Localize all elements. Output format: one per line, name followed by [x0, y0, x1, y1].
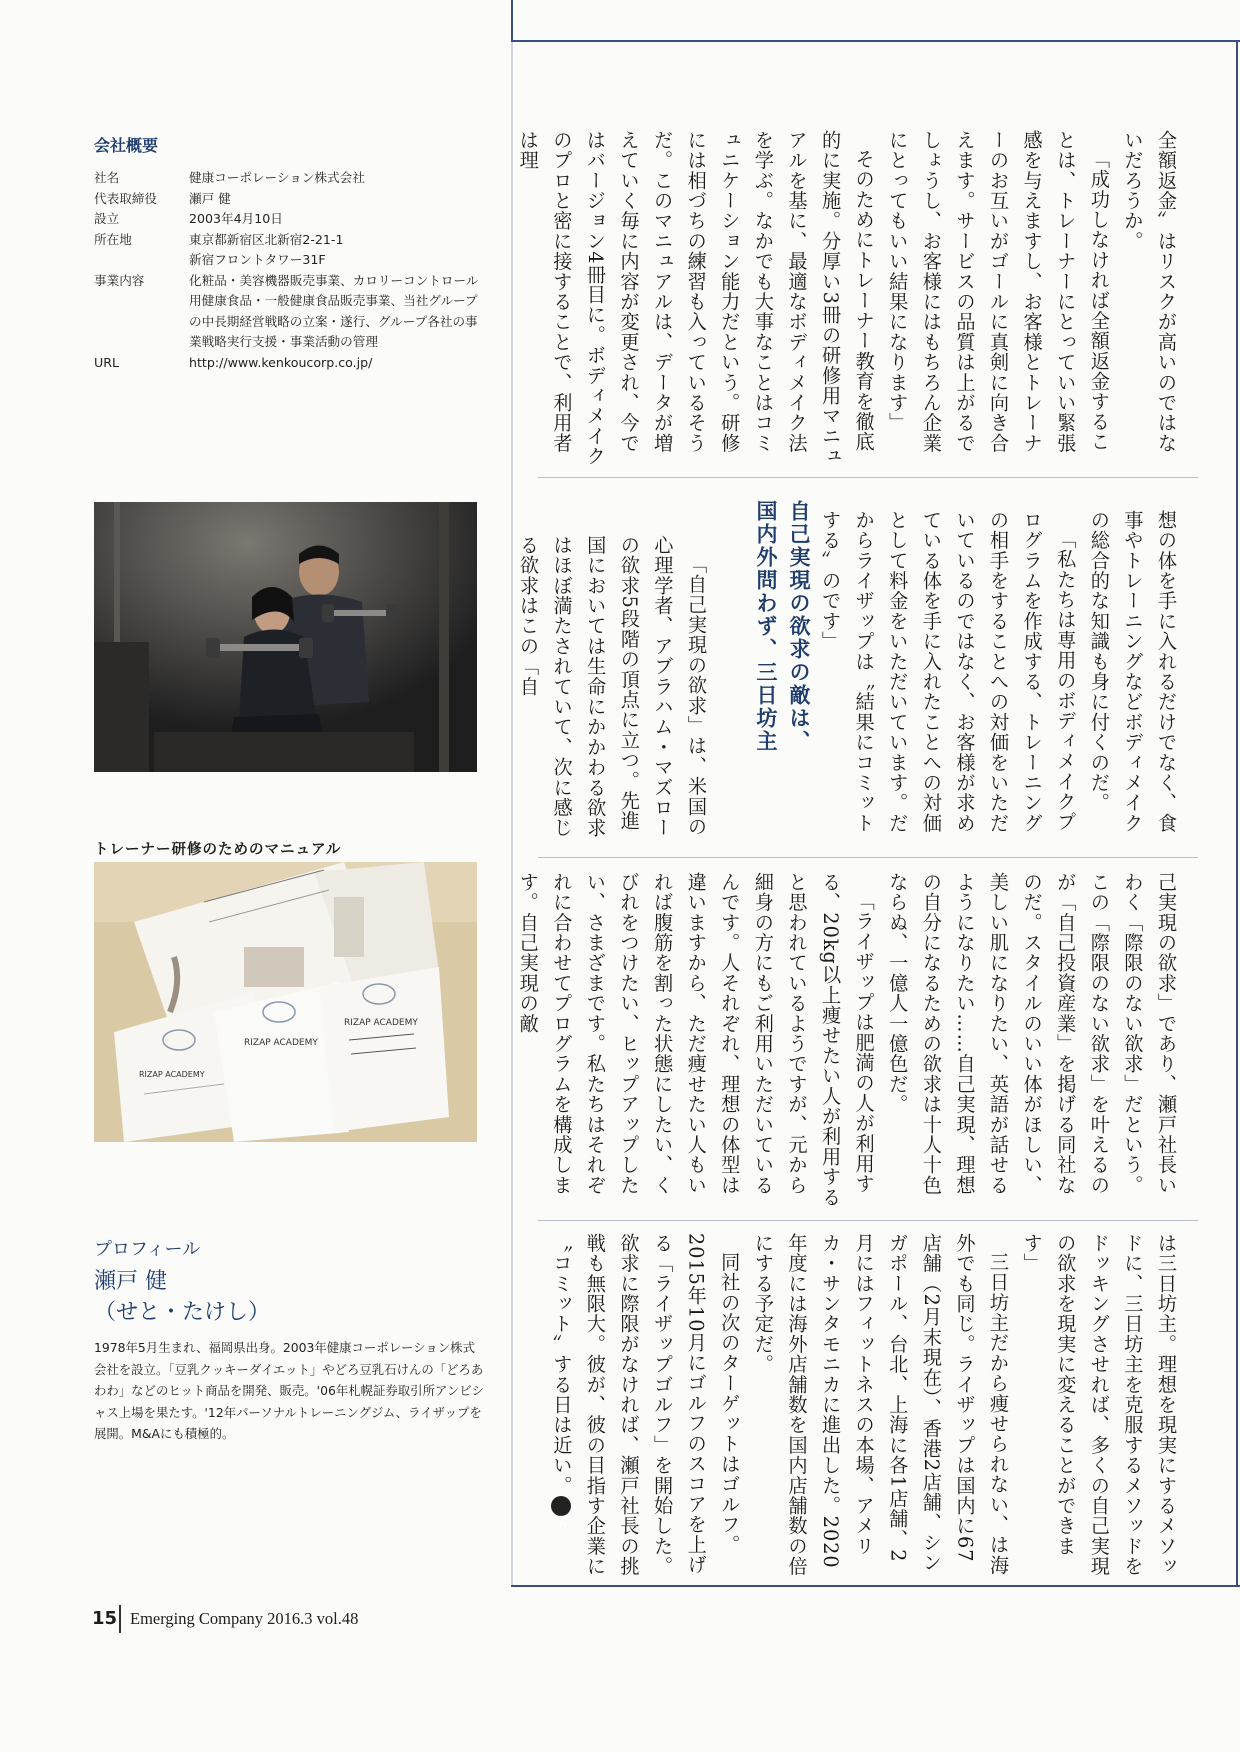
info-value: 2003年4月10日 — [189, 211, 283, 226]
profile-bio: 1978年5月生まれ、福岡県出身。2003年健康コーポレーション株式会社を設立。「豆乳クッキーダイエット」やどろ豆乳石けんの「どろあわわ」などのヒット商品を開発、販売。'06年札幌証券取引所アンビシャス上場を果たす。'12年パーソナルトレーニングジム、ライザップを展開。M&Aにも積極的。 — [94, 1340, 485, 1441]
footer-separator — [119, 1605, 121, 1633]
manual-doc-mid-label: RIZAP ACADEMY — [244, 1038, 318, 1048]
profile-name-block — [94, 1266, 270, 1328]
profile-reading: （せと・たけし） — [94, 1300, 271, 1325]
upper-body-rule — [511, 40, 1240, 42]
info-row — [94, 189, 486, 210]
info-value: 瀬戸 健 — [189, 190, 231, 206]
magazine-title: Emerging Company 2016.3 vol.48 — [130, 1609, 359, 1628]
info-row — [94, 230, 486, 271]
article-paragraph: 同社の次のターゲットはゴルフ。2015年10月にゴルフのスコアを上げる「ライザップゴルフ」を開始した。欲求に際限がなければ、瀬戸社長の挑戦も無限大。彼が、彼の目指す企業に〝コミット〟する日は近い。EC — [550, 1233, 742, 1577]
column-divider-2 — [538, 857, 1198, 858]
bottom-body-rule — [511, 1585, 1240, 1587]
article-subheading — [745, 500, 815, 840]
manual-photo-image — [94, 862, 477, 1142]
manual-doc-left-label: RIZAP ACADEMY — [139, 1070, 205, 1079]
article-paragraph: 三日坊主だから痩せられない、は海外でも同じ。ライザップは国内に67店舗（2月末現在）、香港2店舗、シンガポール、台北、上海に各1店舗、2月にはフィットネスの本場、アメリカ・サンタモニカに進出した。2020年度には海外店舗数を国内店舗数の倍にする予定だ。 — [751, 1233, 1011, 1577]
info-row — [94, 353, 486, 374]
article-paragraph: 全額返金〟はリスクが高いのではないだろうか。 — [1121, 130, 1178, 454]
article-block-2-right — [819, 510, 1183, 850]
article-block-3 — [516, 872, 1183, 1212]
column-divider-3 — [538, 1220, 1198, 1221]
trainer-photo-image — [94, 502, 477, 772]
info-row — [94, 209, 486, 230]
right-body-rule — [1236, 40, 1238, 1587]
manual-photo — [94, 862, 477, 1142]
company-url-link[interactable]: http://www.kenkoucorp.co.jp/ — [189, 354, 373, 370]
info-label: 社名 — [94, 170, 120, 185]
article-paragraph: 「ライザップは肥満の人が利用する、20kg以上痩せたい人が利用すると思われているようですが、元から細身の方にもご利用いただいているんです。人それぞれ、理想の体型は違いますから、ただ痩せたい人もいれば腹筋を割った状態にしたい、くびれをつけたい、ヒップアップしたい、さまざまです。私たちはそれぞれに合わせてプログラムを構成します。自己実現の敵 — [516, 872, 876, 1208]
company-profile-title: 会社概要 — [94, 136, 159, 155]
info-label: 代表取締役 — [94, 190, 157, 206]
article-block-1 — [516, 130, 1183, 470]
info-label: 所在地 — [94, 231, 132, 247]
profile-title: プロフィール — [94, 1239, 201, 1260]
info-value: 東京都新宿区北新宿2-21-1 新宿フロントタワー31F — [189, 231, 344, 267]
top-left-divider — [511, 0, 513, 40]
article-paragraph: 「成功しなければ全額返金することは、トレーナーにとっていい緊張感を与えますし、お客様とトレーナーのお互いがゴールに真剣に向き合えます。サービスの品質は上がるでしょうし、お客様にはもちろん企業にとってもいい結果になります」 — [886, 130, 1111, 454]
manual-caption: トレーナー研修のためのマニュアル — [94, 842, 342, 858]
article-block-2-left — [517, 535, 713, 845]
article-block-4 — [545, 1233, 1183, 1578]
info-label: 事業内容 — [94, 272, 145, 288]
subheading-line: 国内外問わず、三日坊主 — [754, 500, 778, 753]
info-row — [94, 168, 486, 189]
info-label: URL — [94, 354, 119, 370]
page-number: 15 — [92, 1608, 118, 1629]
article-paragraph: は三日坊主。理想を現実にするメソッドに、三日坊主を克服するメソッドをドッキングさせれば、多くの自己実現の欲求を現実に変えることができます」 — [1020, 1233, 1178, 1577]
company-info-table — [94, 168, 486, 373]
manual-doc-right-label: RIZAP ACADEMY — [344, 1018, 418, 1028]
trainer-photo — [94, 502, 477, 772]
info-label: 設立 — [94, 211, 120, 226]
article-paragraph: 「私たちは専用のボディメイクプログラムを作成する、トレーニングの相手をすることへの対価をいただいているのではなく、お客様が求めている体を手に入れたことへの対価として料金をいただいています。だからライザップは〝結果にコミットする〟のです」 — [819, 510, 1078, 834]
article-paragraph: 想の体を手に入れるだけでなく、食事やトレーニングなどボディメイクの総合的な知識も身に付くのだ。 — [1087, 510, 1178, 834]
article-paragraph: 己実現の欲求」であり、瀬戸社長いわく「際限のない欲求」だという。この「際限のない欲求」を叶えるのが「自己投資産業」を掲げる同社なのだ。スタイルのいい体がほしい、美しい肌になりたい、英語が話せるようになりたい……自己実現、理想の自分になるための欲求は十人十色ならぬ、一億人一億色だ。 — [886, 872, 1178, 1196]
info-row — [94, 271, 486, 353]
column-divider-1 — [538, 477, 1198, 478]
subheading-line: 自己実現の欲求の敵は、 — [787, 500, 811, 753]
info-value: 化粧品・美容機器販売事業、カロリーコントロール用健康食品・一般健康食品販売事業、当社グループの中長期経営戦略の立案・遂行、グループ各社の事業戦略実行支援・事業活動の管理 — [189, 272, 479, 349]
article-paragraph: 「自己実現の欲求」は、米国の心理学者、アブラハム・マズローの欲求5段階の頂点に立つ。先進国においては生命にかかわる欲求はほぼ満たされていて、次に感じる欲求はこの「自 — [517, 535, 708, 838]
profile-name: 瀬戸 健 — [94, 1269, 167, 1294]
info-value: 健康コーポレーション株式会社 — [189, 170, 365, 185]
end-mark-icon: EC — [551, 1496, 571, 1516]
article-paragraph: そのためにトレーナー教育を徹底的に実施。分厚い3冊の研修用マニュアルを基に、最適なボディメイク法を学ぶ。なかでも大事なことはコミュニケーション能力だという。研修には相づちの練習も入っているそうだ。このマニュアルは、データが増えていく毎に内容が変更され、今ではバージョン4冊目に。ボディメイクのプロと密に接することで、利用者は理 — [516, 130, 876, 467]
